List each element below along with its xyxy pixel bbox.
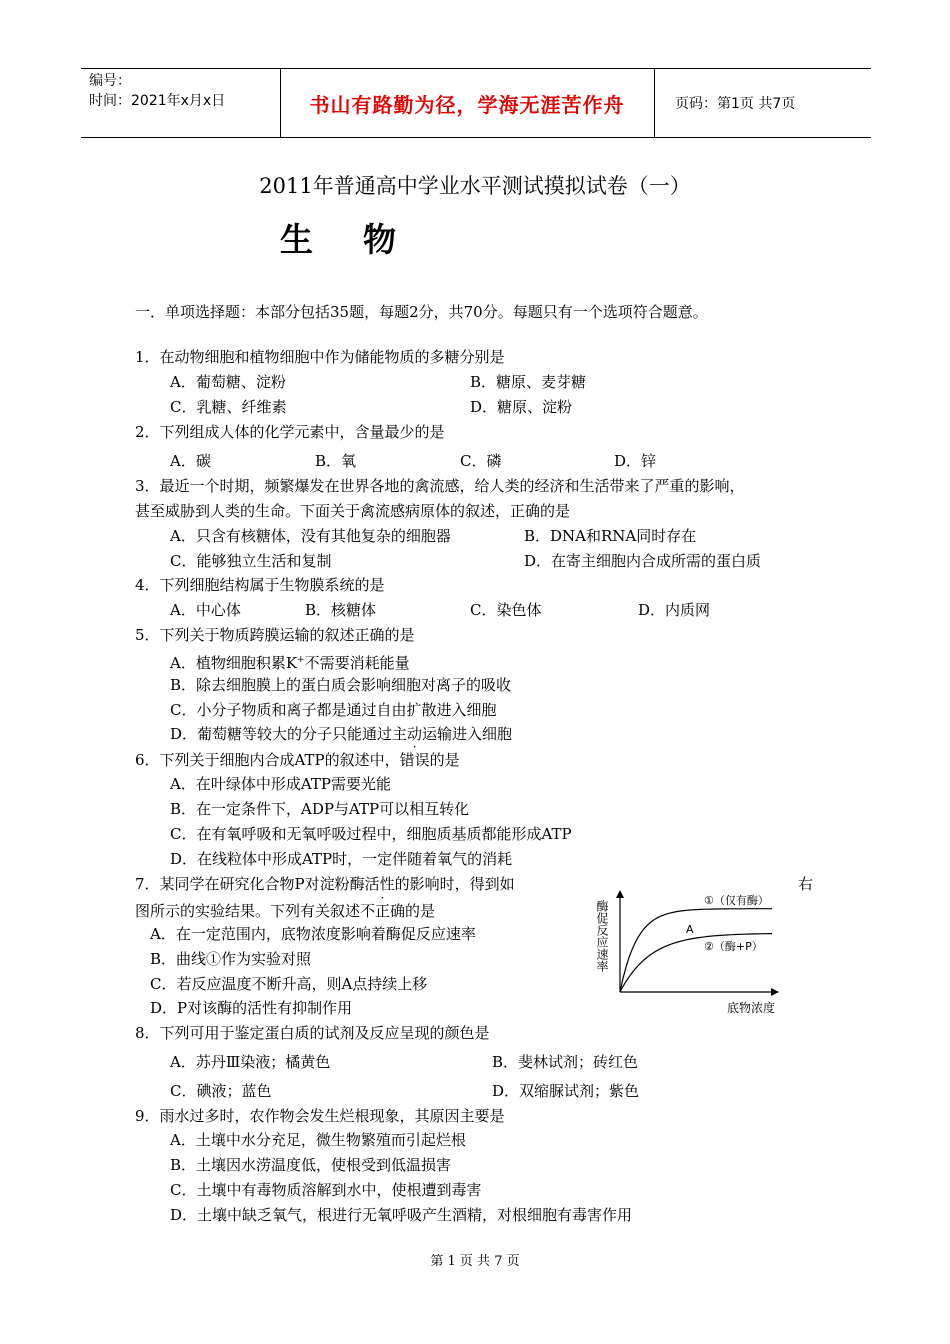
question-9-option-a: A．土壤中水分充足，微生物繁殖而引起烂根: [170, 1131, 466, 1149]
question-1-option-c: C．乳糖、纤维素: [170, 398, 287, 416]
question-1-option-b: B．糖原、麦芽糖: [470, 373, 587, 391]
header-meta: [81, 69, 279, 139]
question-2-option-d: D．锌: [614, 452, 657, 470]
question-8-stem: 8．下列可用于鉴定蛋白质的试剂及反应呈现的颜色是: [135, 1024, 490, 1042]
question-4-stem: 4．下列细胞结构属于生物膜系统的是: [135, 576, 385, 594]
question-5-stem: 5．下列关于物质跨膜运输的叙述正确的是: [135, 626, 415, 644]
question-9-option-b: B．土壤因水涝温度低，使根受到低温损害: [170, 1156, 452, 1174]
question-9-stem: 9．雨水过多时，农作物会发生烂根现象，其原因主要是: [135, 1107, 505, 1125]
point-a-label: A: [686, 923, 694, 936]
series-1-label: ①（仅有酶）: [704, 894, 769, 907]
question-4-option-d: D．内质网: [638, 601, 711, 619]
emphasis-text: 错误: [399, 751, 430, 769]
question-4-option-c: C．染色体: [470, 601, 542, 619]
page-footer: 第 1 页 共 7 页: [430, 1254, 520, 1269]
question-7-stem-cont: 图所示的实验结果。下列有关叙述不正确的是: [135, 902, 436, 920]
question-7-option-a: A．在一定范围内，底物浓度影响着酶促反应速率: [150, 925, 476, 943]
question-6-option-d: D．在线粒体中形成ATP时，一定伴随着氧气的消耗: [170, 850, 513, 868]
question-2-option-a: A．碳: [170, 452, 211, 470]
header-divider: [654, 69, 655, 137]
subject-title: 生物: [280, 220, 446, 259]
question-3-option-a: A．只含有核糖体，没有其他复杂的细胞器: [170, 527, 451, 545]
question-6-option-c: C．在有氧呼吸和无氧呼吸过程中，细胞质基质都能形成ATP: [170, 825, 572, 843]
question-9-option-d: D．土壤中缺乏氧气，根进行无氧呼吸产生酒精，对根细胞有毒害作用: [170, 1206, 633, 1224]
question-6-option-a: A．在叶绿体中形成ATP需要光能: [170, 775, 391, 793]
question-2-option-b: B．氧: [315, 452, 357, 470]
x-axis-arrow: [771, 988, 779, 996]
question-5-option-c: C．小分子物质和离子都是通过自由扩散进入细胞: [170, 701, 497, 719]
question-3-stem-cont: 甚至威胁到人类的生命。下面关于禽流感病原体的叙述，正确的是: [135, 502, 571, 520]
question-5-option-a: A．植物细胞积累K+不需要消耗能量: [170, 654, 410, 672]
header-page-info: 页码：第1页 共7页: [675, 96, 796, 112]
page-header: [81, 68, 871, 138]
emphasis-text: 不正确: [360, 902, 406, 920]
question-5-option-d: D．葡萄糖等较大的分子只能通过主动运输进入细胞: [170, 725, 513, 743]
question-1-option-d: D．糖原、淀粉: [470, 398, 573, 416]
section-heading: 一．单项选择题：本部分包括35题，每题2分，共70分。每题只有一个选项符合题意。: [135, 303, 708, 321]
question-6-stem: 6．下列关于细胞内合成ATP的叙述中，错误的是: [135, 751, 460, 769]
number-label: 编号：: [89, 73, 131, 89]
question-1-option-a: A．葡萄糖、淀粉: [170, 373, 286, 391]
question-7-option-c: C．若反应温度不断升高，则A点持续上移: [150, 975, 428, 993]
question-7-stem-right: 右: [798, 875, 814, 893]
y-axis-label: 酶促反应速率: [595, 900, 609, 972]
header-motto: 书山有路勤为径，学海无涯苦作舟: [309, 92, 625, 117]
question-9-option-c: C．土壤中有毒物质溶解到水中，使根遭到毒害: [170, 1181, 482, 1199]
question-3-option-b: B．DNA和RNA同时存在: [524, 527, 697, 545]
question-4-option-a: A．中心体: [170, 601, 241, 619]
exam-title: 2011年普通高中学业水平测试摸拟试卷（一）: [259, 174, 691, 198]
question-8-option-d: D．双缩脲试剂；紫色: [492, 1082, 640, 1100]
question-7-option-b: B．曲线①作为实验对照: [150, 950, 312, 968]
question-7-stem: 7．某同学在研究化合物P对淀粉酶活性的影响时，得到如: [135, 875, 515, 893]
question-3-option-d: D．在寄主细胞内合成所需的蛋白质: [524, 552, 762, 570]
question-3-option-c: C．能够独立生活和复制: [170, 552, 332, 570]
question-4-option-b: B．核糖体: [305, 601, 377, 619]
enzyme-rate-chart: [592, 886, 782, 1020]
question-8-option-a: A．苏丹Ⅲ染液；橘黄色: [170, 1053, 331, 1071]
x-axis-label: 底物浓度: [727, 1001, 776, 1015]
question-8-option-c: C．碘液；蓝色: [170, 1082, 272, 1100]
y-axis-arrow: [616, 890, 624, 898]
question-1-stem: 1．在动物细胞和植物细胞中作为储能物质的多糖分别是: [135, 348, 505, 366]
time-label: 时间：2021年x月x日: [89, 93, 226, 109]
question-7-option-d: D．P对该酶的活性有抑制作用: [150, 999, 353, 1017]
question-2-stem: 2．下列组成人体的化学元素中，含量最少的是: [135, 423, 445, 441]
question-5-option-b: B．除去细胞膜上的蛋白质会影响细胞对离子的吸收: [170, 676, 512, 694]
question-8-option-b: B．斐林试剂；砖红色: [492, 1053, 639, 1071]
question-3-stem: 3．最近一个时期，频繁爆发在世界各地的禽流感，给人类的经济和生活带来了严重的影响，: [135, 477, 745, 495]
question-2-option-c: C．磷: [460, 452, 502, 470]
series-2-label: ②（酶+P）: [704, 940, 763, 953]
question-6-option-b: B．在一定条件下，ADP与ATP可以相互转化: [170, 800, 470, 818]
